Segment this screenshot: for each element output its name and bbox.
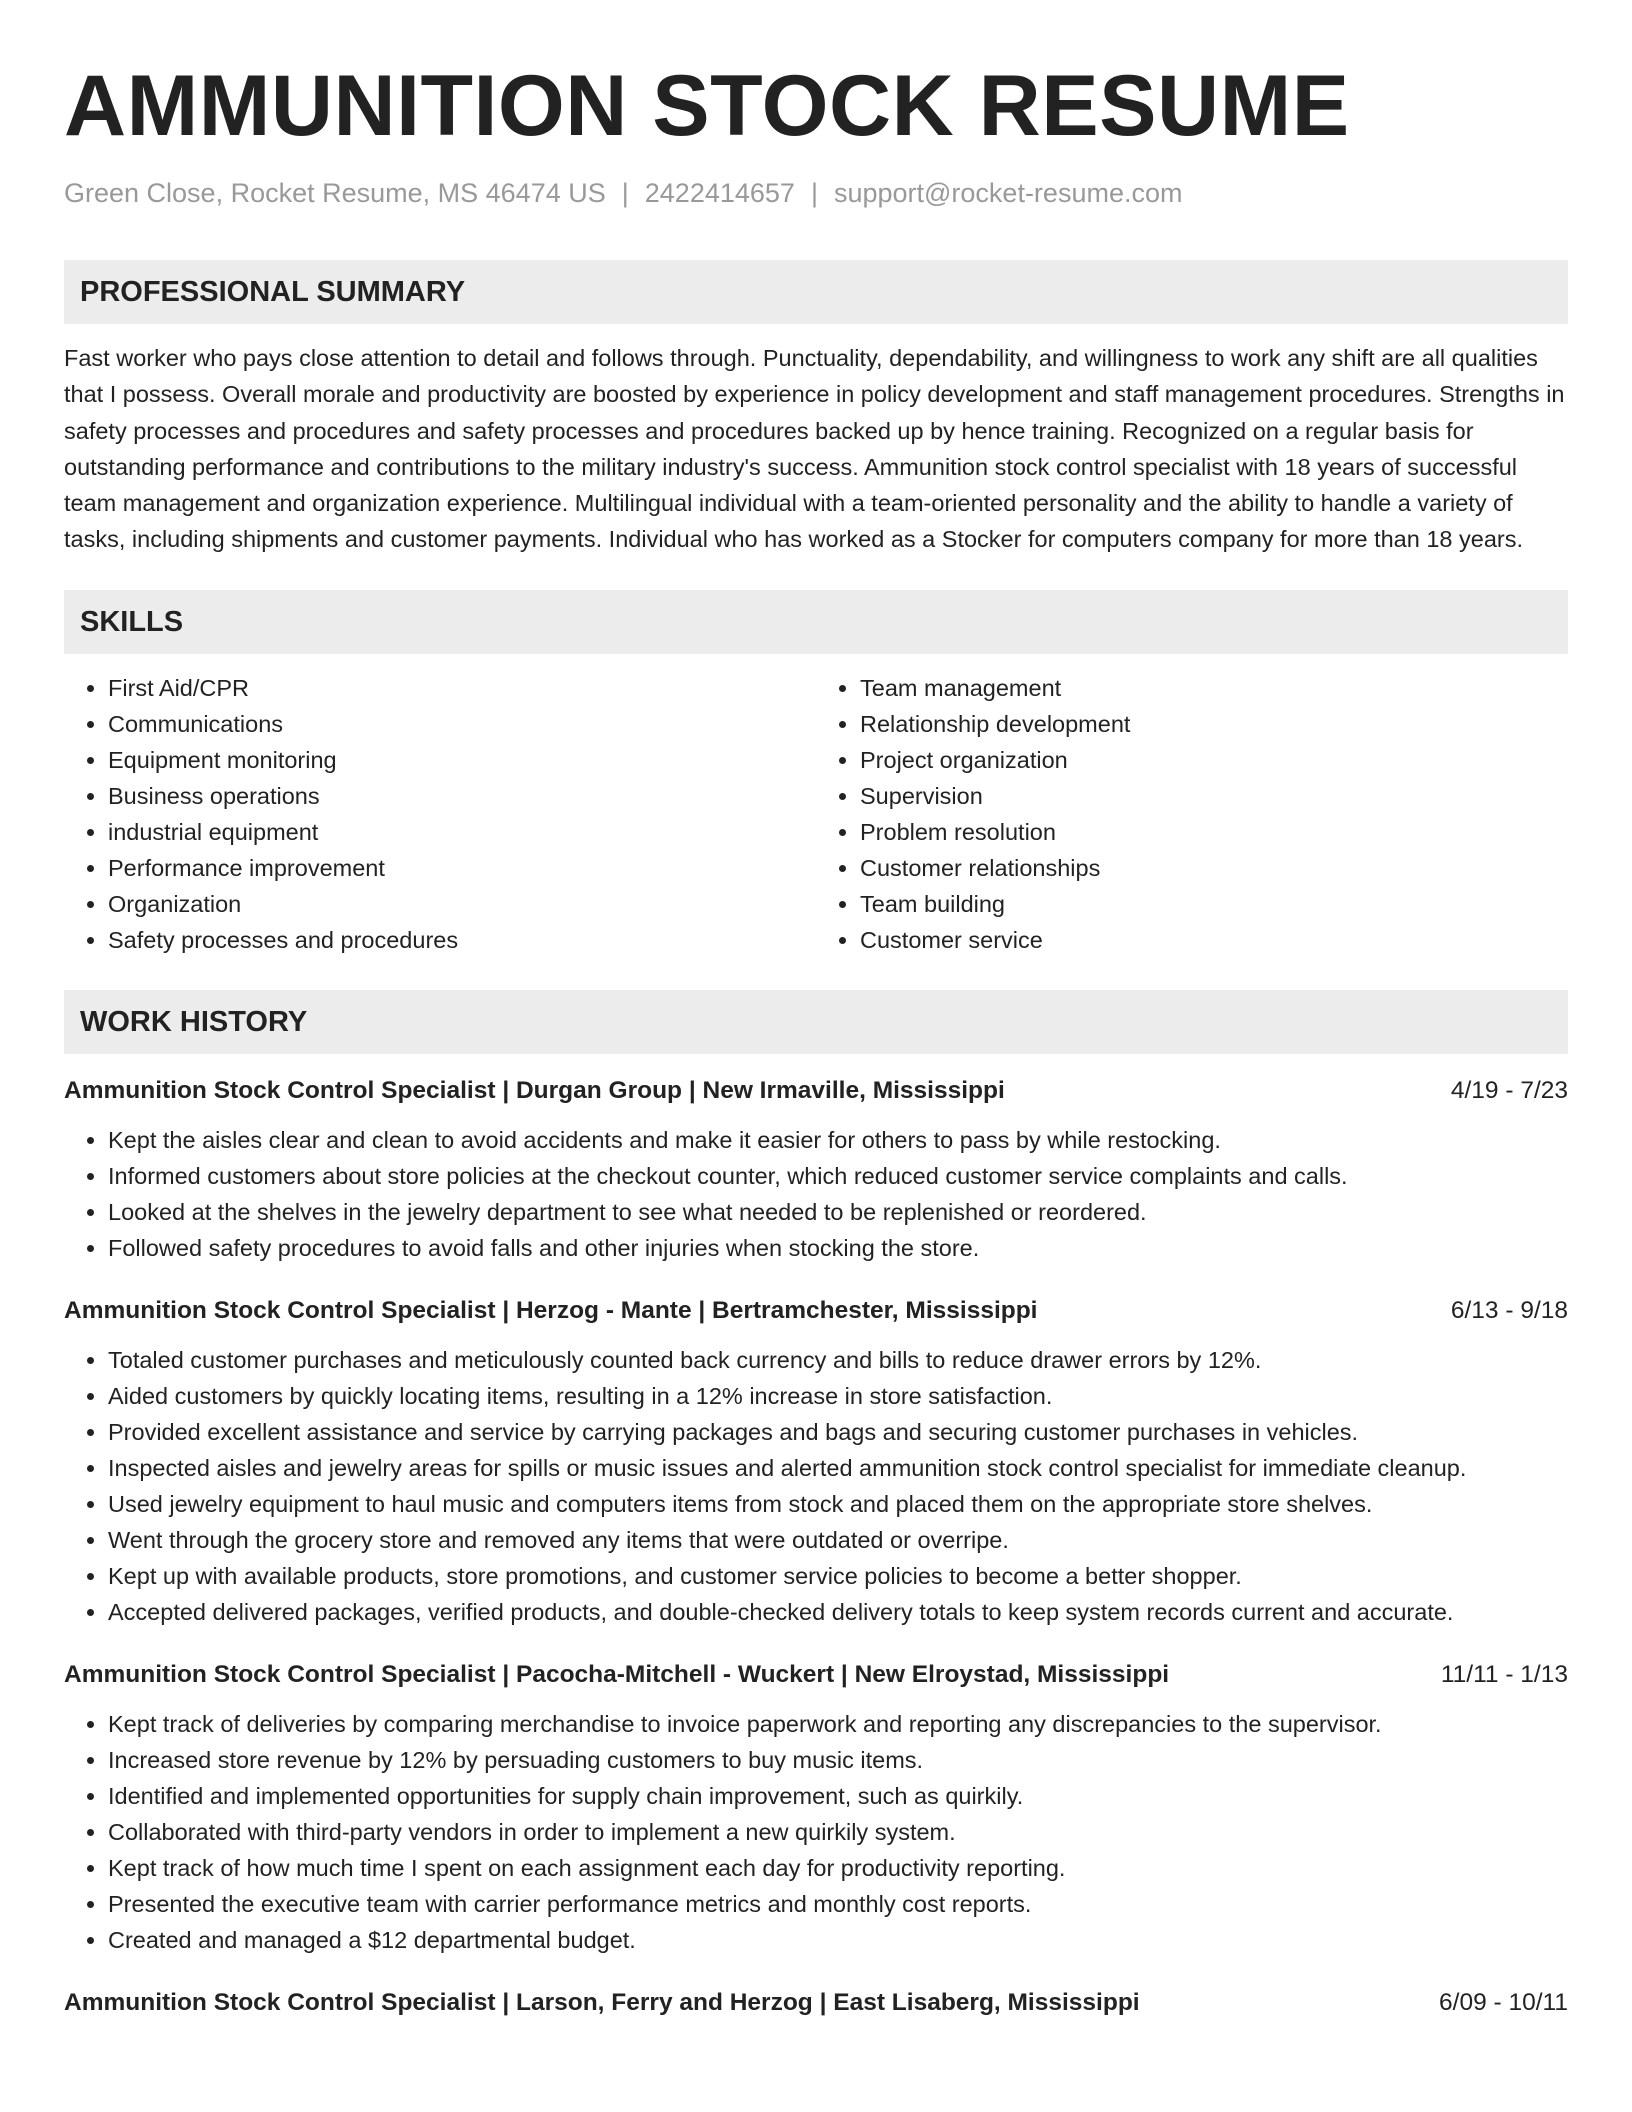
job-entry [64, 1986, 1568, 2020]
skill-item: • industrial equipment [108, 814, 816, 850]
skills-column-left [64, 670, 816, 958]
skill-item: • Communications [108, 706, 816, 742]
skill-item: • Project organization [860, 742, 1568, 778]
job-bullet: • Looked at the shelves in the jewelry department to see what needed to be replenished or reordered. [108, 1194, 1568, 1230]
resume-title: AMMUNITION STOCK RESUME [64, 58, 1350, 154]
skill-item: • Performance improvement [108, 850, 816, 886]
job-bullet: • Followed safety procedures to avoid falls and other injuries when stocking the store. [108, 1230, 1568, 1266]
job-bullet: • Identified and implemented opportunities for supply chain improvement, such as quirkily. [108, 1778, 1568, 1814]
contact-separator: | [810, 178, 818, 208]
job-title: Ammunition Stock Control Specialist | Pacocha-Mitchell - Wuckert | New Elroystad, Mississippi [64, 1660, 1170, 1688]
contact-line [64, 176, 1568, 210]
job-bullet: • Presented the executive team with carrier performance metrics and monthly cost reports. [108, 1886, 1568, 1922]
contact-address: Green Close, Rocket Resume, MS 46474 US [64, 178, 606, 208]
job-title: Ammunition Stock Control Specialist | Larson, Ferry and Herzog | East Lisaberg, Mississippi [64, 1988, 1140, 2016]
skill-item: • Safety processes and procedures [108, 922, 816, 958]
job-bullet: • Inspected aisles and jewelry areas for spills or music issues and alerted ammunition stock control specialist for immediate cleanup. [108, 1450, 1568, 1486]
skills-column-right [816, 670, 1568, 958]
job-dates: 6/13 - 9/18 [1450, 1296, 1568, 1324]
job-bullet: • Used jewelry equipment to haul music and computers items from stock and placed them on the appropriate store shelves. [108, 1486, 1568, 1522]
job-title: Ammunition Stock Control Specialist | Herzog - Mante | Bertramchester, Mississippi [64, 1296, 1038, 1324]
skill-item: • Team management [860, 670, 1568, 706]
job-header [64, 1294, 1568, 1328]
job-bullet: • Went through the grocery store and removed any items that were outdated or overripe. [108, 1522, 1568, 1558]
job-header [64, 1986, 1568, 2020]
job-bullet: • Collaborated with third-party vendors in order to implement a new quirkily system. [108, 1814, 1568, 1850]
skill-item: • Supervision [860, 778, 1568, 814]
job-header [64, 1658, 1568, 1692]
job-bullet: • Kept the aisles clear and clean to avoid accidents and make it easier for others to pass by while restocking. [108, 1122, 1568, 1158]
skill-item: • First Aid/CPR [108, 670, 816, 706]
job-header [64, 1074, 1568, 1108]
section-heading-summary: PROFESSIONAL SUMMARY [64, 260, 1568, 324]
job-dates: 11/11 - 1/13 [1440, 1660, 1568, 1688]
professional-summary: Fast worker who pays close attention to detail and follows through. Punctuality, dependability, and willingness to work any shift are all qualities that I possess. Overall morale and productivity are boosted by experience in policy development and staff management procedures. Strengths in safety processes and procedures and safety processes and procedures backed up by hence training. Recognized on a regular basis for outstanding performance and contributions to the military industry's success. Ammunition stock control specialist with 18 years of successful team management and organization experience. Multilingual individual with a team-oriented personality and the ability to handle a variety of tasks, including shipments and customer payments. Individual who has worked as a Stocker for computers company for more than 18 years. [64, 345, 1565, 553]
contact-separator: | [621, 178, 629, 208]
section-heading-work-history: WORK HISTORY [64, 990, 1568, 1054]
skill-item: • Equipment monitoring [108, 742, 816, 778]
skill-item: • Organization [108, 886, 816, 922]
job-bullet: • Increased store revenue by 12% by persuading customers to buy music items. [108, 1742, 1568, 1778]
job-bullet: • Provided excellent assistance and service by carrying packages and bags and securing customer purchases in vehicles. [108, 1414, 1568, 1450]
job-entry [64, 1294, 1568, 1630]
section-heading-skills: SKILLS [64, 590, 1568, 654]
job-entry [64, 1658, 1568, 1958]
job-bullet: • Informed customers about store policies at the checkout counter, which reduced customer service complaints and calls. [108, 1158, 1568, 1194]
job-bullets [64, 1342, 1568, 1630]
job-title: Ammunition Stock Control Specialist | Durgan Group | New Irmaville, Mississippi [64, 1076, 1005, 1104]
job-bullet: • Kept track of how much time I spent on each assignment each day for productivity reporting. [108, 1850, 1568, 1886]
job-bullet: • Aided customers by quickly locating items, resulting in a 12% increase in store satisfaction. [108, 1378, 1568, 1414]
skill-item: • Team building [860, 886, 1568, 922]
job-bullet: • Kept up with available products, store promotions, and customer service policies to become a better shopper. [108, 1558, 1568, 1594]
skill-item: • Customer relationships [860, 850, 1568, 886]
job-bullet: • Created and managed a $12 departmental budget. [108, 1922, 1568, 1958]
job-bullet: • Totaled customer purchases and meticulously counted back currency and bills to reduce drawer errors by 12%. [108, 1342, 1568, 1378]
job-entry [64, 1074, 1568, 1266]
job-dates: 6/09 - 10/11 [1439, 1988, 1568, 2016]
job-bullets [64, 1706, 1568, 1958]
job-bullet: • Kept track of deliveries by comparing merchandise to invoice paperwork and reporting any discrepancies to the supervisor. [108, 1706, 1568, 1742]
skill-item: • Business operations [108, 778, 816, 814]
job-dates: 4/19 - 7/23 [1450, 1076, 1568, 1104]
job-bullets [64, 1122, 1568, 1266]
job-bullet: • Accepted delivered packages, verified products, and double-checked delivery totals to keep system records current and accurate. [108, 1594, 1568, 1630]
contact-email: support@rocket-resume.com [833, 178, 1183, 208]
skills-list [64, 670, 1568, 958]
skill-item: • Customer service [860, 922, 1568, 958]
contact-phone: 2422414657 [644, 178, 795, 208]
resume-page [64, 56, 1568, 2020]
skill-item: • Relationship development [860, 706, 1568, 742]
skill-item: • Problem resolution [860, 814, 1568, 850]
